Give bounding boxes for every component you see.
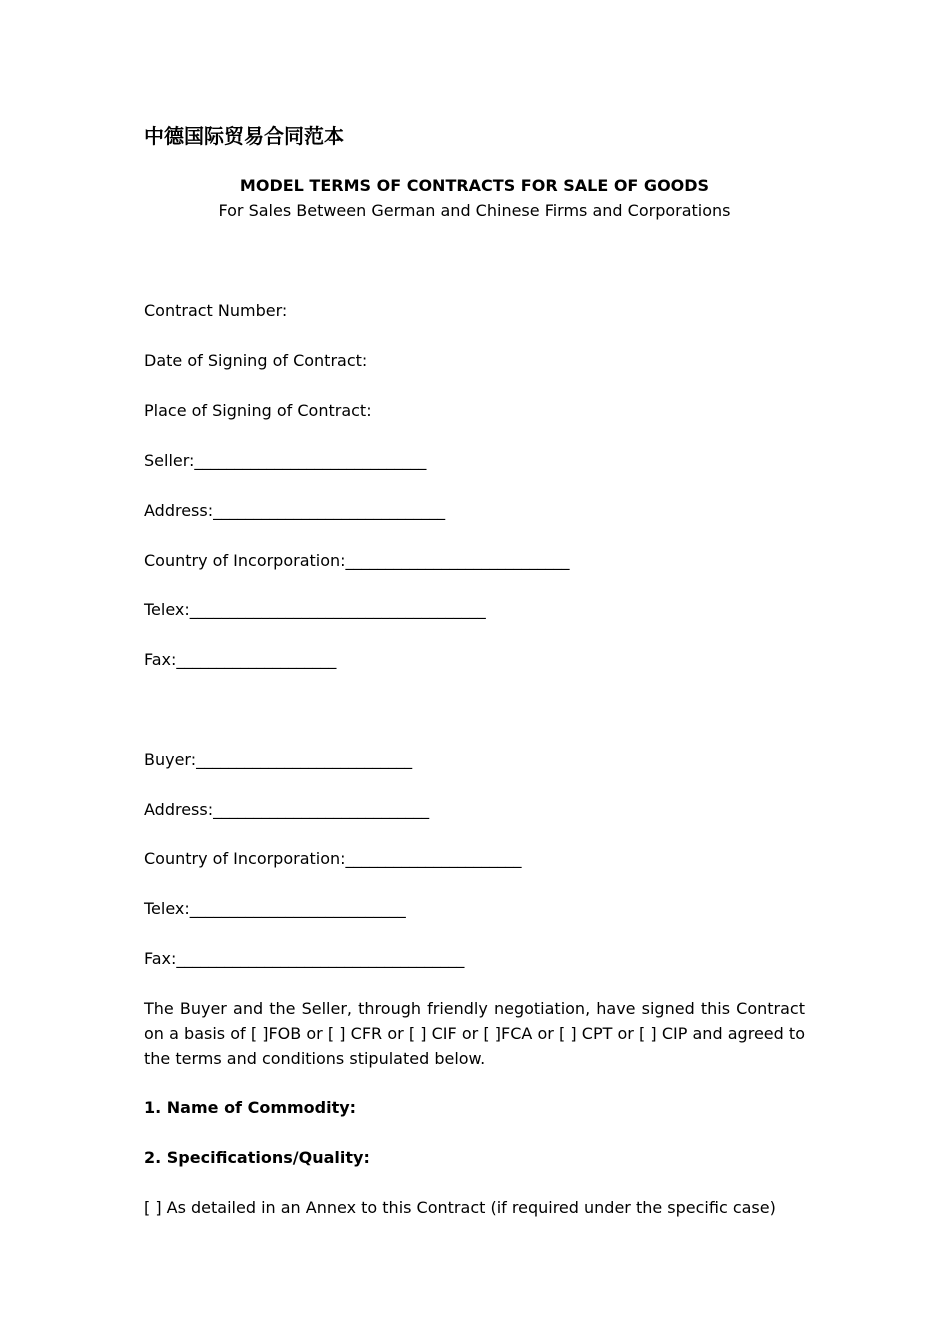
annex-option-line: [ ] As detailed in an Annex to this Contract (if required under the specific case) (144, 1198, 776, 1217)
seller-address-field: Address:_____________________________ (144, 501, 446, 520)
place-of-signing-label: Place of Signing of Contract: (144, 401, 372, 420)
document-title: MODEL TERMS OF CONTRACTS FOR SALE OF GOODS (239, 176, 710, 195)
section-2-heading: 2. Specifications/Quality: (144, 1148, 370, 1167)
seller-name-field: Seller:_____________________________ (144, 451, 427, 470)
buyer-name-field: Buyer:___________________________ (144, 750, 413, 769)
seller-country-field: Country of Incorporation:____________________________ (144, 551, 570, 570)
buyer-country-field: Country of Incorporation:______________________ (144, 849, 522, 868)
contract-number-label: Contract Number: (144, 301, 288, 320)
buyer-fax-field: Fax:____________________________________ (144, 949, 465, 968)
intro-paragraph: The Buyer and the Seller, through friendly negotiation, have signed this Contract on a basis of [ ]FOB or [ ] CFR or [ ] CIF or [ ]FCA or [ ] CPT or [ ] CIP and agreed to the terms and conditions stipulated below. (144, 999, 805, 1068)
date-of-signing-label: Date of Signing of Contract: (144, 351, 368, 370)
seller-telex-field: Telex:_____________________________________ (144, 600, 486, 619)
chinese-title: 中德国际贸易合同范本 (144, 124, 344, 148)
document-subtitle: For Sales Between German and Chinese Firms and Corporations (218, 201, 731, 220)
seller-fax-field: Fax:____________________ (144, 650, 337, 669)
section-1-heading: 1. Name of Commodity: (144, 1098, 357, 1117)
buyer-telex-field: Telex:___________________________ (144, 899, 406, 918)
buyer-address-field: Address:___________________________ (144, 800, 430, 819)
